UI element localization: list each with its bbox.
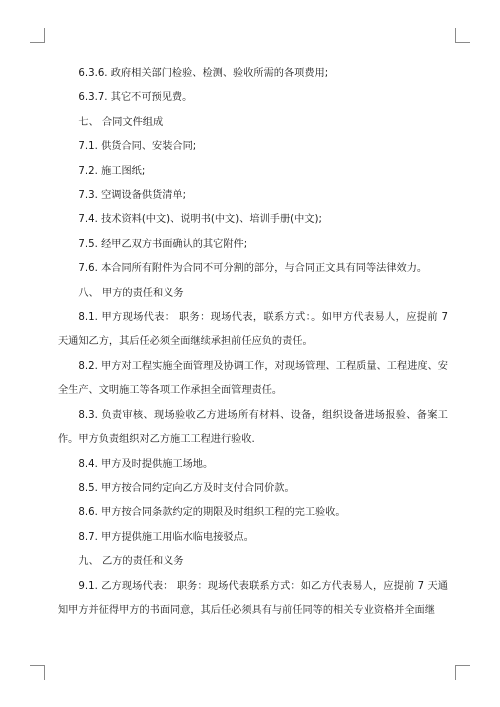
paragraph-7-5: 7.5. 经甲乙双方书面确认的其它附件; xyxy=(78,238,248,250)
paragraph-8-6: 8.6. 甲方按合同条款约定的期限及时组织工程的完工验收。 xyxy=(78,507,346,519)
crop-mark-top-right xyxy=(455,28,470,43)
paragraph-7-3: 7.3. 空调设备供货清单; xyxy=(78,190,187,202)
document-body xyxy=(58,62,448,623)
paragraph-8-4: 8.4. 甲方及时提供施工场地。 xyxy=(78,458,214,470)
paragraph-8-3: 8.3. 负责审核、现场验收乙方进场所有材料、设备，组织设备进场报验、备案工作。甲方负责组织对乙方施工工程进行验收. xyxy=(58,409,448,446)
paragraph-6-3-6: 6.3.6. 政府相关部门检验、检测、验收所需的各项费用; xyxy=(78,68,329,79)
paragraph-9-1: 9.1. 乙方现场代表： 职务：现场代表联系方式：如乙方代表易人，应提前 7 天通知甲方并征得甲方的书面同意，其后任必须具有与前任同等的相关专业资格并全面继 xyxy=(58,580,448,616)
crop-mark-bottom-right xyxy=(455,665,470,680)
paragraph-7-2: 7.2. 施工图纸; xyxy=(78,165,146,177)
paragraph-7-6: 7.6. 本合同所有附件为合同不可分割的部分，与合同正文具有同等法律效力。 xyxy=(78,263,428,275)
crop-mark-bottom-left xyxy=(30,665,45,680)
section-heading-8: 八、 甲方的责任和义务 xyxy=(78,287,184,299)
paragraph-8-1: 8.1. 甲方现场代表： 职务：现场代表，联系方式：。如甲方代表易人，应提前 7 天通知乙方，其后任必须全面继续承担前任应负的责任。 xyxy=(58,312,448,348)
paragraph-8-2: 8.2. 甲方对工程实施全面管理及协调工作，对现场管理、工程质量、工程进度、安全生产、文明施工等各项工作承担全面管理责任。 xyxy=(58,360,448,397)
paragraph-8-5: 8.5. 甲方按合同约定向乙方及时支付合同价款。 xyxy=(78,482,295,494)
paragraph-7-1: 7.1. 供货合同、安装合同; xyxy=(78,141,197,153)
section-heading-9: 九、 乙方的责任和义务 xyxy=(78,556,184,568)
section-heading-7: 七、 合同文件组成 xyxy=(78,116,164,128)
paragraph-8-7: 8.7. 甲方提供施工用临水临电接驳点。 xyxy=(78,531,254,543)
paragraph-6-3-7: 6.3.7. 其它不可预见费。 xyxy=(78,92,193,104)
paragraph-7-4: 7.4. 技术资料(中文)、说明书(中文)、培训手册(中文); xyxy=(78,214,322,226)
crop-mark-top-left xyxy=(30,28,45,43)
